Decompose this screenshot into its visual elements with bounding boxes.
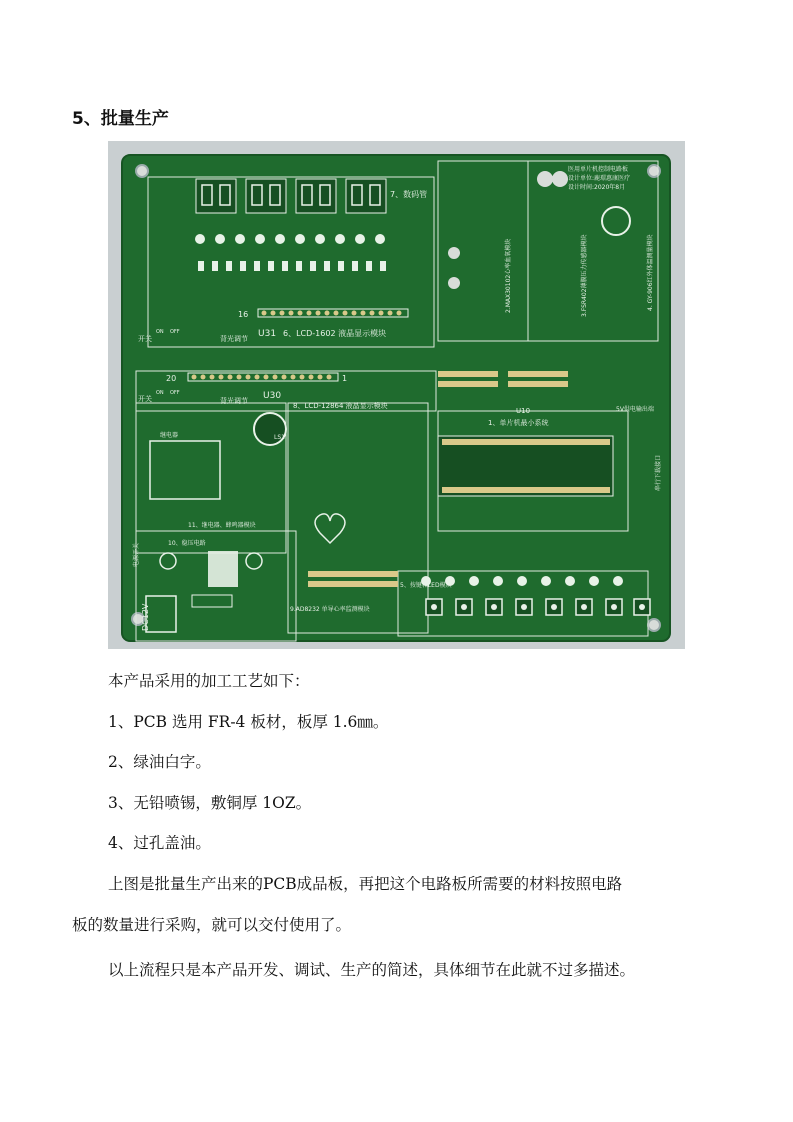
paragraph-line-1: 上图是批量生产出来的PCB成品板，再把这个电路板所需要的材料按照电路 xyxy=(108,875,623,893)
process-step-2: 2、绿油白字。 xyxy=(108,753,211,771)
label-switch-1: 开关 xyxy=(138,335,152,343)
label-relay: 11、继电器、蜂鸣器模块 xyxy=(188,522,256,529)
label-pin1: 1 xyxy=(342,374,348,383)
process-step-4: 4、过孔盖油。 xyxy=(108,834,211,852)
label-off-2: OFF xyxy=(170,390,180,396)
label-dc12v: DC12V xyxy=(141,603,150,631)
process-intro: 本产品采用的加工工艺如下： xyxy=(108,672,310,690)
label-on-2: ON xyxy=(156,390,164,396)
label-gy906: 4. GY-906红外体温测量模块 xyxy=(647,234,654,311)
label-title-block-3: 设计时间:2020年8月 xyxy=(568,184,626,191)
label-u31: U31 xyxy=(258,329,277,339)
label-lcd12864: 8、LCD-12864 液晶显示模块 xyxy=(293,402,388,410)
label-u30: U30 xyxy=(263,391,282,401)
label-lcd1602: 6、LCD-1602 液晶显示模块 xyxy=(283,329,387,338)
label-mcu: 1、单片机最小系统 xyxy=(488,419,549,427)
label-max30102: 2.MAX30102心率血氧模块 xyxy=(505,238,512,313)
label-pin20: 20 xyxy=(166,374,177,383)
label-power-switch: 电源开关 xyxy=(133,542,140,567)
section-heading: 5、批量生产 xyxy=(72,109,169,129)
label-digit-tube: 7、数码管 xyxy=(390,190,428,199)
process-step-1: 1、PCB 选用 FR-4 板材，板厚 1.6㎜。 xyxy=(108,713,389,731)
label-serial: 串行下载接口 xyxy=(655,454,662,491)
label-power-io: 5V供电输出端 xyxy=(616,406,654,413)
paragraph-line-2: 板的数量进行采购，就可以交付使用了。 xyxy=(72,916,352,934)
label-off-1: OFF xyxy=(170,329,180,335)
label-on-1: ON xyxy=(156,329,164,335)
label-regulator: 10、稳压电路 xyxy=(168,540,206,547)
label-keys-led: 5、按键和LED模块 xyxy=(400,582,452,589)
process-step-3: 3、无铅喷锡，敷铜厚 1OZ。 xyxy=(108,794,312,812)
label-ls1: LS1 xyxy=(274,434,285,441)
label-title-block-1: 医用单片机控制电路板 xyxy=(568,166,629,173)
label-pin16: 16 xyxy=(238,310,249,319)
label-ecg: 9.AD8232 单导心率监测模块 xyxy=(290,606,370,613)
label-backlight-2: 背光调节 xyxy=(220,397,248,405)
label-relay-part: 继电器 xyxy=(160,432,179,439)
label-fsr402: 3.FSR402薄膜压力传感器模块 xyxy=(581,234,588,317)
label-title-block-2: 设计单位:鹿璟惠康医疗 xyxy=(568,175,631,182)
pcb-board-illustration xyxy=(108,141,685,649)
pcb-photo xyxy=(108,141,685,649)
closing-paragraph: 以上流程只是本产品开发、调试、生产的简述，具体细节在此就不过多描述。 xyxy=(108,961,636,979)
label-backlight-1: 背光调节 xyxy=(220,335,248,343)
label-switch-2: 开关 xyxy=(138,395,152,403)
label-u10: U10 xyxy=(516,407,531,415)
